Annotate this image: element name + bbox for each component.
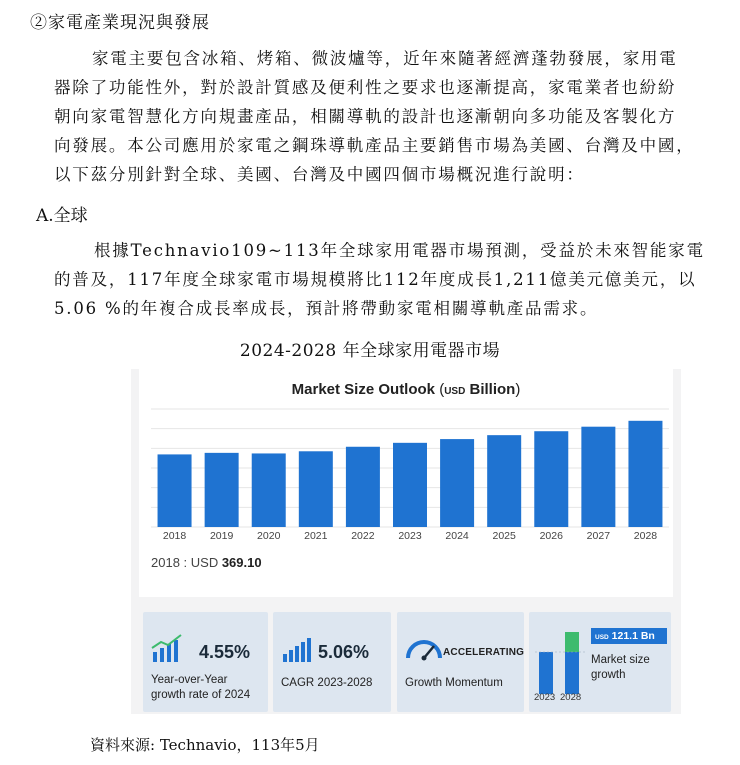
x-tick-label: 2022 (351, 530, 375, 542)
base-year-value (151, 555, 262, 570)
chart-title-unit: USD (444, 386, 466, 397)
bar-2027 (581, 427, 615, 527)
paragraph-line: 根據Technavio109~113年全球家用電器市場預測，受益於未來智能家電 (94, 241, 705, 260)
paragraph-line: 5.06 %的年複合成長率成長，預計將帶動家電相關導軌產品需求。 (54, 299, 599, 318)
paragraph-appliance-industry (54, 44, 724, 189)
paragraph-global-market (54, 236, 724, 323)
x-tick-label: 2020 (257, 530, 281, 542)
caption-line: Year-over-Year (151, 674, 228, 686)
market-size-figure (131, 369, 681, 714)
x-tick-label: 2026 (539, 530, 563, 542)
bar-chart-icon (281, 634, 315, 664)
x-tick-label: 2018 (162, 530, 187, 542)
x-tick-label: 2024 (445, 530, 469, 542)
paragraph-line: 向發展。本公司應用於家電之鋼珠導軌產品主要銷售市場為美國、台灣及中國， (54, 136, 695, 155)
market-growth-caption (591, 653, 650, 683)
paragraph-line: 的普及，117年度全球家電市場規模將比112年度成長1,211億美元億美元，以 (54, 270, 697, 289)
source-note: 資料來源: Technavio，113年5月 (90, 736, 320, 754)
bar-2026 (534, 431, 568, 527)
x-tick-label: 2019 (209, 530, 234, 542)
chart-title-suffix: Billion (469, 381, 516, 398)
paragraph-line: 器除了功能性外，對於設計質感及便利性之要求也逐漸提高，家電業者也紛紛 (54, 78, 677, 97)
caption-line: growth (591, 669, 626, 681)
cagr-caption: CAGR 2023-2028 (281, 677, 373, 689)
bar-2023 (393, 443, 427, 527)
yoy-growth-value: 4.55% (199, 642, 251, 662)
bar-2024 (440, 439, 474, 527)
speedometer-icon (405, 634, 443, 664)
bar-2021 (299, 451, 333, 527)
bar-2022 (346, 447, 380, 527)
section-heading: ②家電產業現況與發展 (30, 13, 210, 33)
badge-unit: USD (595, 634, 609, 641)
cagr-card (273, 612, 391, 712)
chart-title-text: Market Size Outlook (291, 381, 436, 398)
bar-2025 (487, 435, 521, 527)
momentum-status: ACCELERATING (443, 647, 525, 658)
subsection-title: A.全球 (36, 206, 88, 226)
momentum-caption: Growth Momentum (405, 677, 503, 689)
x-tick-label: 2023 (398, 530, 422, 542)
bar-2028 (628, 421, 662, 527)
market-growth-card (529, 612, 671, 712)
x-tick-label: 2025 (492, 530, 516, 542)
bar-2020 (252, 453, 286, 527)
year-label-start: 2023 (534, 692, 556, 703)
yoy-growth-caption (151, 673, 250, 703)
chart-panel (139, 369, 673, 597)
caption-line: growth rate of 2024 (151, 689, 251, 701)
base-year-number: 369.10 (221, 555, 262, 570)
figure-title: 2024-2028 年全球家用電器市場 (239, 341, 501, 361)
cagr-value: 5.06% (318, 642, 370, 662)
year-label-end: 2028 (560, 692, 582, 703)
chart-title: Market Size Outlook (USD Billion) (291, 381, 521, 398)
base-year-label: 2018 : USD (151, 555, 219, 570)
momentum-card (397, 612, 524, 712)
paragraph-line: 以下茲分別針對全球、美國、台灣及中國四個市場概況進行說明： (54, 165, 585, 184)
x-tick-label: 2027 (586, 530, 611, 542)
bar-growth-icon (151, 634, 191, 664)
growth-amount-badge (591, 628, 667, 644)
badge-value: 121.1 Bn (611, 630, 655, 642)
x-tick-label: 2028 (633, 530, 658, 542)
paragraph-line: 家電主要包含冰箱、烤箱、微波爐等，近年來隨著經濟蓬勃發展，家用電 (92, 49, 678, 68)
bar-2018 (158, 454, 192, 527)
growth-bars-icon (535, 620, 587, 698)
paragraph-line: 朝向家電智慧化方向規畫產品，相關導軌的設計也逐漸朝向多功能及客製化方 (54, 107, 677, 126)
x-tick-label: 2021 (304, 530, 328, 542)
yoy-growth-card (143, 612, 268, 712)
bar-2019 (205, 453, 239, 527)
caption-line: Market size (591, 654, 650, 666)
